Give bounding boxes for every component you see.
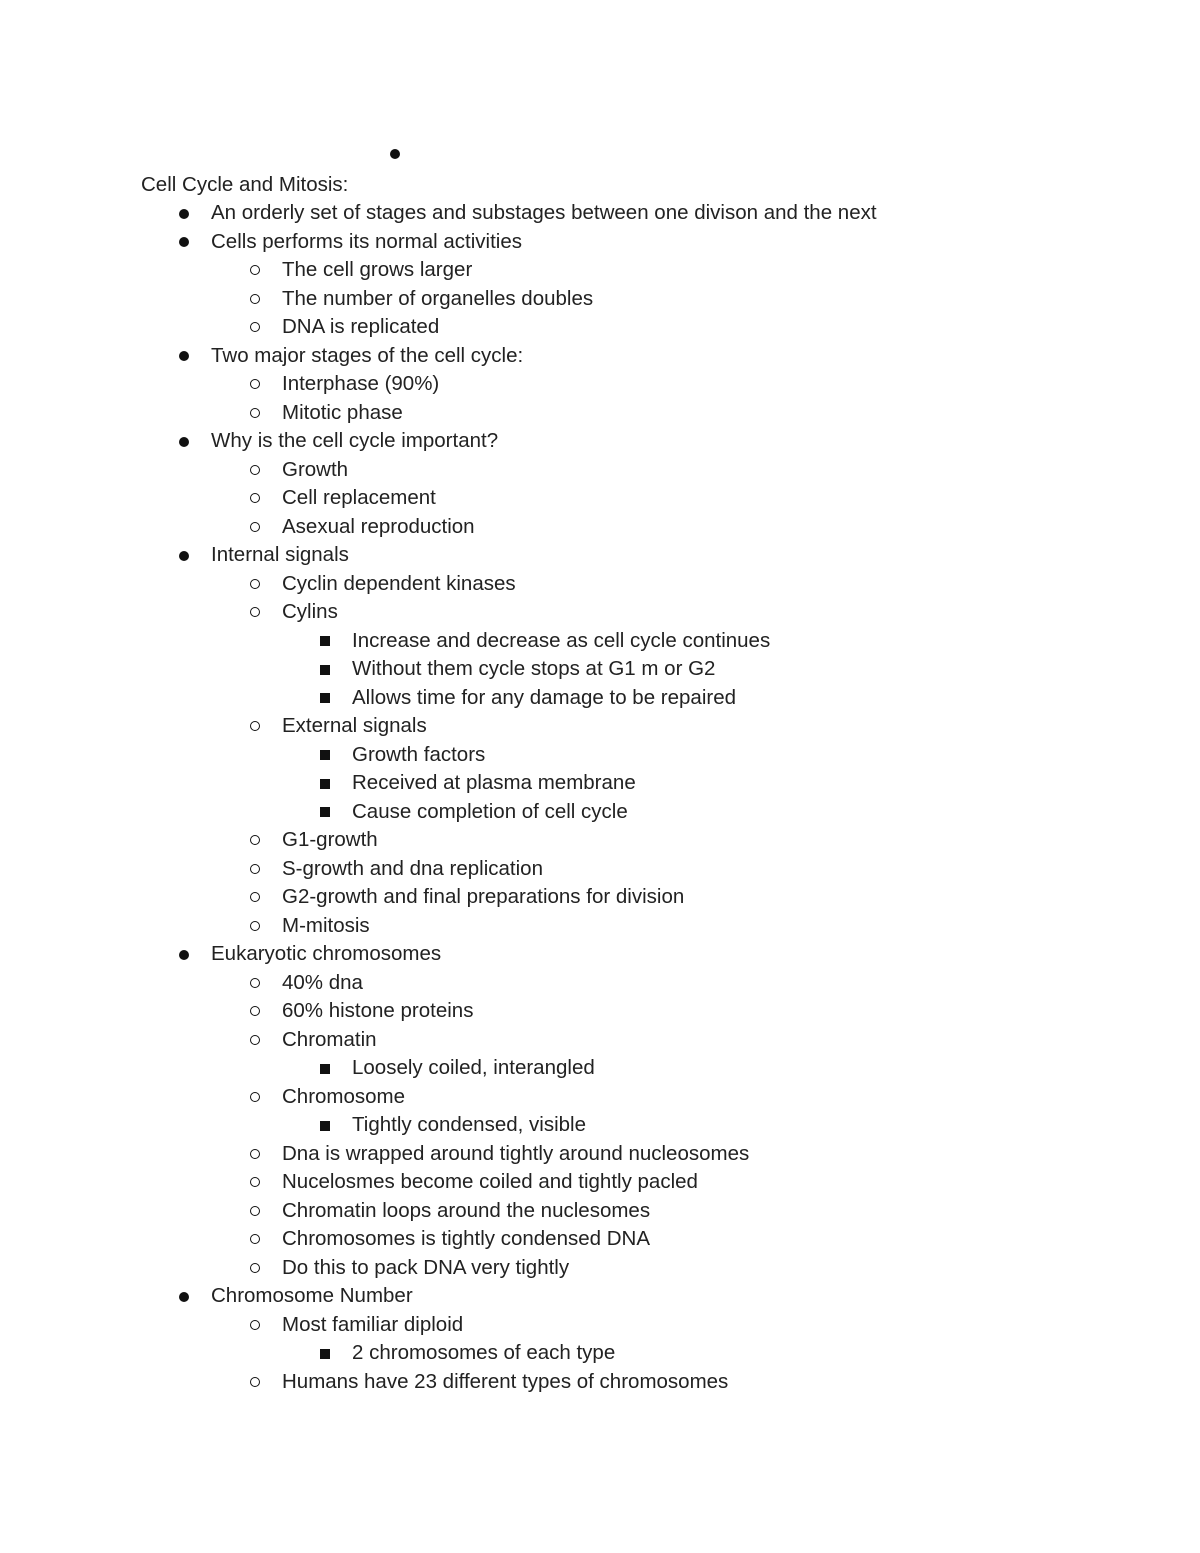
outline-item-level-3: [0, 798, 1200, 827]
outline-item-level-2: [0, 997, 1200, 1026]
hollow-bullet-icon: [248, 1225, 264, 1254]
outline-item-text: The cell grows larger: [282, 258, 473, 281]
hollow-bullet-icon: [248, 1254, 264, 1283]
document-title: Cell Cycle and Mitosis:: [141, 173, 349, 196]
outline-item-text: Tightly condensed, visible: [352, 1113, 586, 1136]
filled-bullet-icon: [177, 199, 193, 228]
hollow-bullet-icon: [248, 826, 264, 855]
outline-item-level-1: [0, 342, 1200, 371]
hollow-bullet-icon: [248, 997, 264, 1026]
hollow-bullet-icon: [248, 1197, 264, 1226]
outline-item-level-2: [0, 1083, 1200, 1112]
outline-item-level-2: [0, 826, 1200, 855]
outline-item-text: DNA is replicated: [282, 315, 440, 338]
outline-item-text: G1-growth: [282, 828, 378, 851]
square-bullet-icon: [318, 741, 334, 770]
outline-item-text: Growth factors: [352, 742, 486, 766]
outline-item-text: M-mitosis: [282, 913, 370, 937]
hollow-bullet-icon: [248, 598, 264, 627]
hollow-bullet-icon: [248, 969, 264, 998]
filled-bullet-icon: [177, 541, 193, 570]
outline-item-text: Two major stages of the cell cycle:: [211, 343, 524, 367]
outline-item-text: Chromatin: [282, 1027, 377, 1051]
outline-item-level-1: [0, 228, 1200, 257]
outline-item-level-2: [0, 285, 1200, 314]
outline-item-level-3: [0, 1054, 1200, 1083]
filled-bullet-icon: [177, 342, 193, 371]
outline-item-text: The number of organelles doubles: [282, 286, 594, 310]
hollow-bullet-icon: [248, 1083, 264, 1112]
outline-item-text: Allows time for any damage to be repaired: [352, 685, 737, 709]
outline-item-level-2: [0, 484, 1200, 513]
outline-item-text: Humans have 23 different types of chromosomes: [282, 1369, 729, 1393]
outline-item-level-1: [0, 427, 1200, 456]
square-bullet-icon: [318, 769, 334, 798]
square-bullet-icon: [318, 627, 334, 656]
hollow-bullet-icon: [248, 855, 264, 884]
outline-item-text: Nucelosmes become coiled and tightly pacled: [282, 1170, 698, 1193]
notes-outline: [0, 199, 1200, 1396]
hollow-bullet-icon: [248, 1168, 264, 1197]
hollow-bullet-icon: [248, 256, 264, 285]
square-bullet-icon: [318, 684, 334, 713]
square-bullet-icon: [318, 1054, 334, 1083]
outline-item-level-1: [0, 940, 1200, 969]
outline-item-level-3: [0, 655, 1200, 684]
outline-item-text: Interphase (90%): [282, 372, 440, 395]
outline-item-level-3: [0, 1111, 1200, 1140]
outline-item-level-2: [0, 513, 1200, 542]
outline-item-text: 60% histone proteins: [282, 999, 474, 1022]
outline-item-level-2: [0, 1368, 1200, 1397]
outline-item-level-2: [0, 598, 1200, 627]
hollow-bullet-icon: [248, 1311, 264, 1340]
outline-item-text: Cyclin dependent kinases: [282, 571, 516, 595]
outline-item-level-3: [0, 627, 1200, 656]
outline-item-level-3: [0, 684, 1200, 713]
outline-item-text: Growth: [282, 457, 349, 481]
outline-item-text: Loosely coiled, interangled: [352, 1056, 595, 1079]
outline-item-level-2: [0, 399, 1200, 428]
outline-item-text: Cell replacement: [282, 486, 436, 509]
outline-item-level-3: [0, 769, 1200, 798]
outline-item-level-3: [0, 1339, 1200, 1368]
outline-item-text: 40% dna: [282, 970, 363, 994]
hollow-bullet-icon: [248, 484, 264, 513]
outline-item-level-2: [0, 570, 1200, 599]
hollow-bullet-icon: [248, 712, 264, 741]
outline-item-level-2: [0, 1026, 1200, 1055]
outline-item-level-1: [0, 1282, 1200, 1311]
outline-item-text: Cells performs its normal activities: [211, 229, 522, 253]
outline-item-level-2: [0, 712, 1200, 741]
outline-item-level-2: [0, 855, 1200, 884]
outline-item-level-2: [0, 1225, 1200, 1254]
hollow-bullet-icon: [248, 1026, 264, 1055]
hollow-bullet-icon: [248, 285, 264, 314]
outline-item-level-1: [0, 199, 1200, 228]
hollow-bullet-icon: [248, 313, 264, 342]
outline-item-level-2: [0, 456, 1200, 485]
outline-item-text: Most familiar diploid: [282, 1312, 464, 1336]
outline-item-text: Dna is wrapped around tightly around nucleosomes: [282, 1141, 750, 1165]
outline-item-text: Chromosome: [282, 1084, 406, 1108]
outline-item-text: Eukaryotic chromosomes: [211, 942, 442, 965]
stray-bullet-icon: [390, 149, 400, 159]
hollow-bullet-icon: [248, 570, 264, 599]
outline-item-level-2: [0, 1311, 1200, 1340]
outline-item-level-2: [0, 883, 1200, 912]
outline-item-text: Received at plasma membrane: [352, 771, 636, 794]
filled-bullet-icon: [177, 427, 193, 456]
outline-item-text: Cause completion of cell cycle: [352, 799, 628, 823]
hollow-bullet-icon: [248, 456, 264, 485]
outline-item-level-2: [0, 1140, 1200, 1169]
outline-item-text: G2-growth and final preparations for division: [282, 885, 685, 908]
hollow-bullet-icon: [248, 1368, 264, 1397]
outline-item-level-2: [0, 313, 1200, 342]
outline-item-text: Internal signals: [211, 543, 349, 566]
outline-item-level-1: [0, 541, 1200, 570]
filled-bullet-icon: [177, 228, 193, 257]
square-bullet-icon: [318, 798, 334, 827]
outline-item-level-2: [0, 969, 1200, 998]
outline-item-level-2: [0, 1254, 1200, 1283]
outline-item-text: Cylins: [282, 600, 338, 623]
hollow-bullet-icon: [248, 370, 264, 399]
outline-item-text: Asexual reproduction: [282, 514, 475, 538]
square-bullet-icon: [318, 655, 334, 684]
outline-item-text: Chromosomes is tightly condensed DNA: [282, 1227, 651, 1250]
square-bullet-icon: [318, 1111, 334, 1140]
hollow-bullet-icon: [248, 912, 264, 941]
outline-item-text: Increase and decrease as cell cycle continues: [352, 628, 771, 652]
outline-item-level-2: [0, 912, 1200, 941]
outline-item-text: Chromatin loops around the nuclesomes: [282, 1198, 651, 1222]
hollow-bullet-icon: [248, 399, 264, 428]
outline-item-level-3: [0, 741, 1200, 770]
outline-item-level-2: [0, 1197, 1200, 1226]
filled-bullet-icon: [177, 940, 193, 969]
outline-item-level-2: [0, 1168, 1200, 1197]
outline-item-text: 2 chromosomes of each type: [352, 1341, 616, 1364]
outline-item-text: S-growth and dna replication: [282, 856, 543, 880]
outline-item-text: Why is the cell cycle important?: [211, 429, 499, 452]
square-bullet-icon: [318, 1339, 334, 1368]
hollow-bullet-icon: [248, 883, 264, 912]
outline-item-text: Do this to pack DNA very tightly: [282, 1255, 570, 1279]
outline-item-text: An orderly set of stages and substages between one divison and the next: [211, 201, 877, 224]
outline-item-text: Mitotic phase: [282, 400, 403, 424]
filled-bullet-icon: [177, 1282, 193, 1311]
hollow-bullet-icon: [248, 1140, 264, 1169]
outline-item-level-2: [0, 256, 1200, 285]
outline-item-level-2: [0, 370, 1200, 399]
outline-item-text: External signals: [282, 714, 427, 737]
outline-item-text: Without them cycle stops at G1 m or G2: [352, 657, 716, 680]
outline-item-text: Chromosome Number: [211, 1284, 413, 1307]
hollow-bullet-icon: [248, 513, 264, 542]
